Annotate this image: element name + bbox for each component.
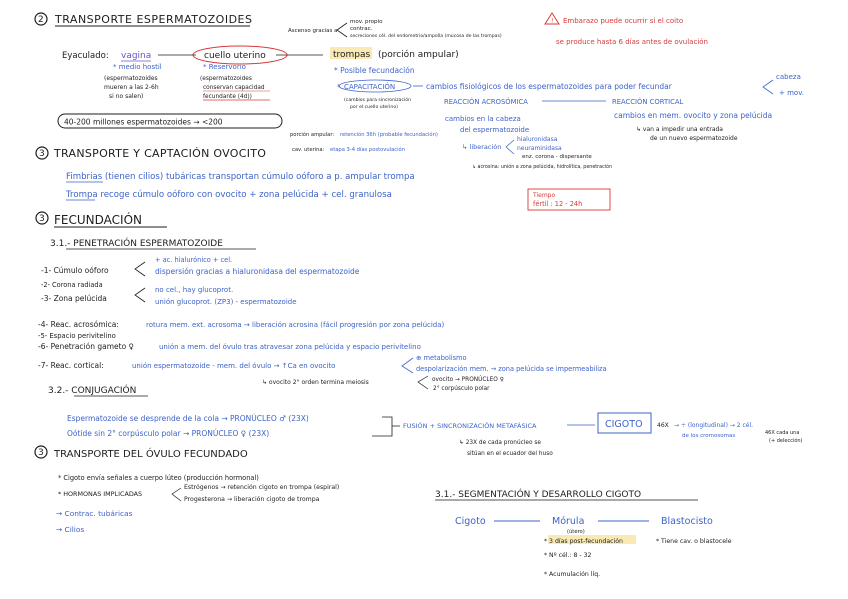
svg-text:Estrógenos → retención cigoto: Estrógenos → retención cigoto en trompa (espiral) bbox=[184, 484, 340, 491]
svg-text:(útero): (útero) bbox=[567, 529, 585, 535]
section-2-header bbox=[35, 13, 253, 26]
svg-text:unión a mem. del óvulo tras at: unión a mem. del óvulo tras atravesar zona pelúcida y espacio perivitelino bbox=[159, 343, 421, 351]
svg-text:46X: 46X bbox=[657, 422, 669, 429]
svg-text:mov. propio: mov. propio bbox=[350, 19, 383, 25]
svg-text:trompas: trompas bbox=[333, 50, 371, 60]
svg-text:unión espermatozoide - mem. de: unión espermatozoide - mem. del óvulo → ↑Ca en ovocito bbox=[132, 362, 336, 370]
penetracion-steps bbox=[38, 256, 607, 392]
svg-text:cambios fisiológicos de los es: cambios fisiológicos de los espermatozoides para poder fecundar bbox=[426, 82, 672, 91]
svg-text:*: * bbox=[337, 83, 341, 91]
conjugacion-subheader bbox=[48, 384, 148, 396]
svg-text:CAPACITACIÓN: CAPACITACIÓN bbox=[344, 83, 396, 91]
svg-text:de los cromosomas: de los cromosomas bbox=[682, 433, 736, 439]
svg-text:sitúan en el ecuador del huso: sitúan en el ecuador del huso bbox=[467, 451, 553, 457]
svg-text:(+ delección): (+ delección) bbox=[769, 438, 803, 444]
svg-text:↳ acrosina: unión a zona pelúc: ↳ acrosina: unión a zona pelúcida, hidrolítica, penetración bbox=[472, 165, 613, 170]
svg-text:REACCIÓN ACROSÓMICA: REACCIÓN ACROSÓMICA bbox=[444, 98, 528, 106]
svg-text:Blastocisto: Blastocisto bbox=[661, 516, 713, 527]
svg-text:cav. uterina:: cav. uterina: bbox=[292, 147, 325, 153]
svg-text:-5- Espacio perivitelino: -5- Espacio perivitelino bbox=[38, 332, 116, 340]
svg-text:+ ac. hialurónico + cel.: + ac. hialurónico + cel. bbox=[155, 256, 233, 264]
svg-text:-1- Cúmulo oóforo: -1- Cúmulo oóforo bbox=[41, 266, 109, 275]
svg-text:* Acumulación líq.: * Acumulación líq. bbox=[544, 571, 601, 578]
svg-text:↳ 23X de cada pronúcleo se: ↳ 23X de cada pronúcleo se bbox=[459, 440, 541, 446]
svg-text:* HORMONAS IMPLICADAS: * HORMONAS IMPLICADAS bbox=[58, 490, 143, 498]
svg-text:-7- Reac. cortical:: -7- Reac. cortical: bbox=[38, 361, 104, 370]
svg-text:si no salen): si no salen) bbox=[109, 93, 144, 100]
svg-text:fecundante (4d)): fecundante (4d)) bbox=[203, 94, 252, 100]
alert-note bbox=[545, 13, 708, 46]
svg-text:↳ ovocito 2° orden termina mei: ↳ ovocito 2° orden termina meiosis bbox=[262, 379, 369, 386]
tiempo-fertil-box bbox=[528, 189, 610, 210]
svg-text:-6- Penetración gameto ♀: -6- Penetración gameto ♀ bbox=[38, 342, 135, 351]
svg-text:ovocito → PRONÚCLEO ♀: ovocito → PRONÚCLEO ♀ bbox=[432, 377, 504, 383]
svg-text:secreciones cél. del endometri: secreciones cél. del endometrio/ampolla (mucosa de las trompas) bbox=[350, 34, 502, 39]
svg-text:3.1.- PENETRACIÓN ESPERMATOZOI: 3.1.- PENETRACIÓN ESPERMATOZOIDE bbox=[50, 239, 223, 249]
svg-text:→ Contrac. tubáricas: → Contrac. tubáricas bbox=[56, 509, 133, 518]
svg-text:⊕ metabolismo: ⊕ metabolismo bbox=[416, 354, 467, 362]
svg-text:Cigoto: Cigoto bbox=[455, 516, 486, 527]
svg-text:del espermatozoide: del espermatozoide bbox=[460, 126, 530, 134]
svg-text:3: 3 bbox=[38, 448, 44, 458]
svg-text:Progesterona → liberación cigo: Progesterona → liberación cigoto de trompa bbox=[184, 496, 320, 503]
svg-text:Trompa recoge cúmulo oóforo co: Trompa recoge cúmulo oóforo con ovocito + zona pelúcida + cel. granulosa bbox=[66, 190, 392, 200]
svg-text:TRANSPORTE Y CAPTACIÓN OVOCITO: TRANSPORTE Y CAPTACIÓN OVOCITO bbox=[54, 147, 267, 160]
svg-text:Espermatozoide se desprende de: Espermatozoide se desprende de la cola → PRONÚCLEO ♂ (23X) bbox=[67, 414, 309, 423]
svg-text:* Cigoto envía señales a cuerp: * Cigoto envía señales a cuerpo lúteo (producción hormonal) bbox=[58, 474, 259, 482]
svg-text:* 3 días post-fecundación: * 3 días post-fecundación bbox=[544, 538, 623, 545]
svg-text:↳ van a impedir una entrada: ↳ van a impedir una entrada bbox=[636, 126, 723, 133]
cuello-notes bbox=[200, 63, 270, 100]
svg-text:TRANSPORTE ESPERMATOZOIDES: TRANSPORTE ESPERMATOZOIDES bbox=[55, 13, 253, 26]
svg-text:2° corpúsculo polar: 2° corpúsculo polar bbox=[433, 386, 490, 392]
svg-text:Fimbrias (tienen cilios) tubár: Fimbrias (tienen cilios) tubáricas transportan cúmulo oóforo a p. ampular trompa bbox=[66, 172, 415, 182]
ampular-notes bbox=[290, 131, 438, 153]
vagina-notes bbox=[104, 63, 162, 100]
svg-text:de un nuevo espermatozoide: de un nuevo espermatozoide bbox=[650, 135, 738, 142]
svg-text:Eyaculado:: Eyaculado: bbox=[62, 51, 109, 61]
svg-text:vagina: vagina bbox=[121, 51, 152, 61]
svg-text:enz. corona - dispersante: enz. corona - dispersante bbox=[522, 154, 592, 160]
fecundacion-header bbox=[36, 212, 167, 227]
section-3-header bbox=[36, 147, 266, 160]
svg-text:mueren a las 2-6h: mueren a las 2-6h bbox=[104, 84, 159, 91]
svg-text:porción ampular:: porción ampular: bbox=[290, 132, 335, 138]
svg-text:cabeza: cabeza bbox=[776, 73, 801, 81]
svg-text:FUSIÓN + SINCRONIZACIÓN METAFÁ: FUSIÓN + SINCRONIZACIÓN METAFÁSICA bbox=[403, 422, 537, 430]
svg-text:cuello uterino: cuello uterino bbox=[204, 51, 266, 61]
svg-text:REACCIÓN CORTICAL: REACCIÓN CORTICAL bbox=[612, 98, 684, 106]
svg-text:* Posible fecundación: * Posible fecundación bbox=[334, 66, 415, 75]
eyaculado-row bbox=[62, 46, 459, 64]
svg-text:rotura mem. ext. acrosoma → li: rotura mem. ext. acrosoma → liberación acrosina (fácil progresión por zona pelúcida) bbox=[146, 321, 445, 329]
svg-text:neuraminidasa: neuraminidasa bbox=[517, 145, 562, 152]
penetracion-subheader bbox=[50, 237, 256, 249]
svg-text:(espermatozoides: (espermatozoides bbox=[104, 75, 158, 82]
svg-text:unión glucoprot. (ZP3) - esper: unión glucoprot. (ZP3) - espermatozoide bbox=[155, 298, 297, 306]
svg-text:3: 3 bbox=[39, 149, 45, 159]
svg-text:-3- Zona pelúcida: -3- Zona pelúcida bbox=[41, 294, 107, 303]
svg-text:retención 36h (probable fecund: retención 36h (probable fecundación) bbox=[340, 132, 438, 138]
svg-text:TRANSPORTE DEL ÓVULO FECUNDADO: TRANSPORTE DEL ÓVULO FECUNDADO bbox=[54, 449, 248, 460]
svg-text:(cambios para sincronización: (cambios para sincronización bbox=[344, 98, 412, 103]
svg-text:(porción ampular): (porción ampular) bbox=[378, 50, 459, 60]
svg-text:despolarización mem. → zona pe: despolarización mem. → zona pelúcida se impermeabiliza bbox=[416, 365, 607, 373]
svg-text:contrac.: contrac. bbox=[350, 26, 373, 32]
svg-text:→ ÷ (longitudinal) → 2 cél.: → ÷ (longitudinal) → 2 cél. bbox=[674, 422, 754, 429]
section-4-body bbox=[56, 474, 339, 534]
section-4-header bbox=[35, 446, 248, 460]
section-3-body bbox=[65, 171, 415, 200]
svg-text:conservan capacidad: conservan capacidad bbox=[203, 85, 265, 91]
svg-text:↳ liberación: ↳ liberación bbox=[462, 143, 502, 151]
svg-text:Mórula: Mórula bbox=[552, 516, 585, 527]
svg-text:(espermatozoides: (espermatozoides bbox=[200, 76, 252, 82]
svg-text:3: 3 bbox=[39, 214, 45, 224]
svg-text:* medio hostil: * medio hostil bbox=[113, 63, 162, 71]
ascenso-note bbox=[288, 19, 502, 39]
svg-text:Ascenso gracias a: Ascenso gracias a bbox=[288, 28, 338, 34]
svg-text:-4- Reac. acrosómica:: -4- Reac. acrosómica: bbox=[38, 320, 119, 329]
svg-text:cambios en la cabeza: cambios en la cabeza bbox=[445, 115, 521, 123]
svg-text:hialuronidasa: hialuronidasa bbox=[517, 136, 558, 143]
svg-text:por el cuello uterino): por el cuello uterino) bbox=[350, 105, 398, 110]
svg-text:+ mov.: + mov. bbox=[779, 89, 805, 97]
svg-text:FECUNDACIÓN: FECUNDACIÓN bbox=[54, 213, 142, 227]
segmentacion-header bbox=[435, 488, 698, 500]
svg-text:46X cada una: 46X cada una bbox=[765, 430, 800, 436]
svg-text:cambios en mem. ovocito y zona: cambios en mem. ovocito y zona pelúcida bbox=[614, 111, 773, 120]
svg-text:3.2.- CONJUGACIÓN: 3.2.- CONJUGACIÓN bbox=[48, 386, 137, 396]
svg-text:dispersión gracias a hialuroni: dispersión gracias a hialuronidasa del espermatozoide bbox=[155, 267, 360, 276]
svg-text:Embarazo puede ocurrir si el c: Embarazo puede ocurrir si el coito bbox=[563, 17, 684, 25]
svg-text:Tiempo: Tiempo bbox=[533, 192, 556, 199]
svg-text:fértil : 12 - 24h: fértil : 12 - 24h bbox=[533, 200, 583, 208]
svg-text:!: ! bbox=[551, 17, 554, 25]
reacciones-block bbox=[444, 97, 772, 170]
svg-text:* Nº cél.: 8 - 32: * Nº cél.: 8 - 32 bbox=[544, 552, 592, 559]
trompas-notes bbox=[334, 66, 804, 110]
svg-text:se produce hasta 6 días antes: se produce hasta 6 días antes de ovulación bbox=[556, 38, 708, 46]
svg-text:→ Cilios: → Cilios bbox=[56, 525, 85, 534]
svg-text:etapa 3-4 días postovulación: etapa 3-4 días postovulación bbox=[330, 147, 406, 153]
svg-text:2: 2 bbox=[38, 15, 44, 25]
segmentacion-body bbox=[455, 516, 732, 578]
svg-text:CIGOTO: CIGOTO bbox=[605, 419, 643, 430]
svg-text:* Tiene cav. o blastocele: * Tiene cav. o blastocele bbox=[656, 538, 732, 545]
svg-text:Oótide sin 2° corpúsculo polar: Oótide sin 2° corpúsculo polar → PRONÚCLEO ♀ (23X) bbox=[67, 429, 270, 438]
svg-text:no cel., hay glucoprot.: no cel., hay glucoprot. bbox=[155, 286, 234, 294]
svg-text:-2- Corona radiada: -2- Corona radiada bbox=[41, 281, 103, 289]
svg-text:3.1.- SEGMENTACIÓN Y DESARROLL: 3.1.- SEGMENTACIÓN Y DESARROLLO CIGOTO bbox=[435, 490, 642, 500]
millones-box bbox=[58, 114, 282, 128]
svg-text:40-200 millones espermatozoide: 40-200 millones espermatozoides → <200 bbox=[64, 117, 223, 127]
svg-text:* Reservorio: * Reservorio bbox=[203, 63, 246, 71]
